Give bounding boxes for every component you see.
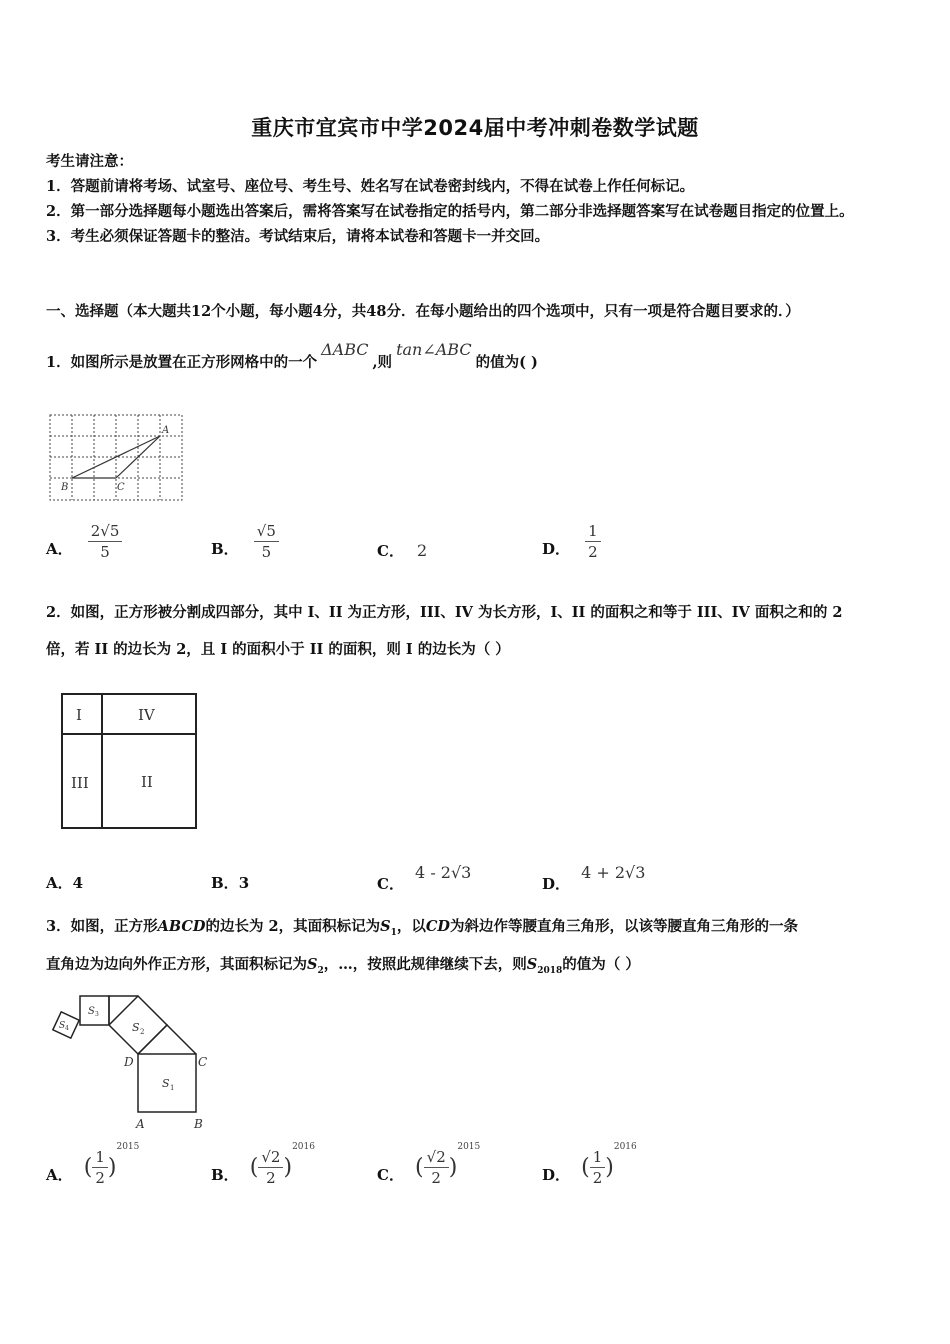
label-s1-sub: 1 [170, 1084, 175, 1092]
q2-option-a[interactable] [46, 872, 83, 893]
option-label: A． [46, 540, 73, 558]
label-a: A [162, 425, 170, 436]
q1-option-d[interactable] [542, 522, 601, 561]
frac-den: 2 [431, 1169, 441, 1187]
label-b: B [194, 1117, 203, 1131]
q3-text: ，以 [396, 918, 426, 935]
frac-num: √5 [254, 522, 279, 542]
option-label: C． [377, 542, 404, 560]
q3-text: 直角边为边向外作正方形，其面积标记为 [46, 956, 307, 973]
label-s3: S [88, 1006, 95, 1017]
question-3-line1 [46, 917, 912, 943]
q2-option-d[interactable] [542, 862, 646, 893]
section-heading: 一、选择题（本大题共12个小题，每小题4分，共48分．在每小题给出的四个选项中，只有一项是符合题目要求的．） [46, 303, 800, 320]
q1-option-a[interactable] [46, 522, 122, 561]
question-2-line1: 2．如图，正方形被分割成四部分，其中 I、II 为正方形，III、IV 为长方形，I、II 的面积之和等于 III、IV 面积之和的 2 [46, 604, 843, 621]
option-value: 4 + 2√3 [581, 863, 646, 882]
notice-heading: 考生请注意： [46, 153, 133, 170]
option-value: 4 [72, 874, 84, 892]
option-label: D． [542, 540, 571, 558]
q3-math-s2: S [307, 956, 318, 973]
q2-options [46, 858, 846, 898]
notice-item: 2．第一部分选择题每小题选出答案后，需将答案写在试卷指定的括号内，第二部分非选择题答案写在试卷题目指定的位置上。 [46, 203, 854, 220]
frac-den: 2 [588, 543, 598, 561]
q1-text-mid: ,则 [372, 354, 393, 371]
q3-text: 的边长为 2，其面积标记为 [205, 918, 381, 935]
label-c: C [198, 1055, 208, 1069]
frac-den: 5 [100, 543, 110, 561]
option-label: B． [211, 1166, 239, 1184]
q1-math-triangle: ΔABC [321, 340, 369, 359]
label-s1: S [162, 1077, 170, 1090]
exponent: 2015 [457, 1142, 481, 1152]
notice-item: 3．考生必须保证答题卡的整洁。考试结束后，请将本试卷和答题卡一并交回。 [46, 228, 550, 245]
q3-math-s1: S [380, 918, 391, 935]
q3-option-b[interactable]: B． ( $\frac{√2}{2}$ )$^{2016}$ [211, 1142, 315, 1187]
frac-den: 5 [261, 543, 272, 561]
exponent: 2016 [292, 1142, 315, 1152]
question-1-stem [46, 340, 912, 373]
q3-option-d[interactable]: D． ( $\frac{1}{2}$ )$^{2016}$ [542, 1142, 637, 1187]
option-label: C． [377, 1166, 404, 1184]
q1-grid-figure [46, 410, 188, 506]
option-label: B． [211, 540, 239, 558]
q1-text-pre: 1．如图所示是放置在正方形网格中的一个 [46, 354, 318, 371]
exponent: 2015 [116, 1142, 140, 1152]
q1-option-b[interactable] [211, 522, 279, 561]
option-label: A． [46, 1166, 73, 1184]
option-label: A． [46, 874, 73, 892]
q3-math-s1-sub: 1 [390, 927, 397, 938]
option-label: C． [377, 875, 404, 893]
q3-option-c[interactable]: C． ( $\frac{√2}{2}$ )$^{2015}$ [377, 1142, 481, 1187]
label-s4: S [59, 1021, 66, 1031]
option-label: D． [542, 1166, 571, 1184]
q3-text: 为斜边作等腰直角三角形，以该等腰直角三角形的一条 [450, 918, 798, 935]
q1-text-post: 的值为( ) [475, 354, 538, 371]
exponent: 2016 [613, 1142, 637, 1152]
q3-math-abcd: ABCD [157, 918, 206, 935]
region-ii-label: II [141, 773, 153, 791]
q1-option-c[interactable] [377, 540, 427, 561]
frac-num: √2 [424, 1148, 449, 1168]
q2-option-b[interactable] [211, 872, 249, 893]
label-s3-sub: 3 [95, 1011, 99, 1018]
frac-num: 2√5 [88, 522, 123, 542]
frac-num: 1 [585, 522, 601, 542]
notice-block [46, 152, 908, 252]
region-i-label: I [76, 706, 82, 724]
q3-squares-figure [46, 988, 218, 1134]
q3-math-s2018: S [526, 956, 538, 973]
q3-text: 3．如图，正方形 [46, 918, 158, 935]
label-s4-sub: 4 [65, 1025, 69, 1032]
region-iv-label: IV [138, 706, 155, 724]
frac-num: √2 [258, 1148, 283, 1168]
label-b: B [61, 482, 69, 493]
q3-option-a[interactable]: A． ( $\frac{1}{2}$ )$^{2015}$ [46, 1142, 140, 1187]
label-s2-sub: 2 [140, 1028, 145, 1036]
q3-math-s2018-sub: 2018 [537, 965, 563, 976]
option-value: 4 - 2√3 [415, 863, 472, 882]
q2-square-figure [56, 688, 202, 834]
q3-text: 的值为（ ） [562, 956, 640, 973]
option-value: 2 [417, 541, 428, 560]
question-3-line2 [46, 955, 912, 981]
q3-text: ，…，按照此规律继续下去，则 [323, 956, 527, 973]
option-label: D． [542, 875, 571, 893]
region-iii-label: III [71, 774, 89, 792]
frac-num: 1 [590, 1148, 606, 1168]
question-2-line2: 倍，若 II 的边长为 2，且 I 的面积小于 II 的面积，则 I 的边长为（ ） [46, 641, 510, 658]
q3-math-cd: CD [425, 918, 450, 935]
frac-den: 2 [95, 1169, 105, 1187]
option-label: B． [211, 874, 239, 892]
outer-square [62, 694, 196, 828]
q2-option-c[interactable] [377, 862, 472, 893]
isosceles-triangle [138, 1025, 196, 1054]
notice-item: 1．答题前请将考场、试室号、座位号、考生号、姓名写在试卷密封线内，不得在试卷上作任何标记。 [46, 178, 695, 195]
q3-options [46, 1142, 846, 1198]
frac-num: 1 [92, 1148, 108, 1168]
option-value: 3 [238, 874, 250, 892]
label-d: D [124, 1055, 134, 1069]
page-title: 重庆市宜宾市中学2024届中考冲刺卷数学试题 [251, 116, 699, 140]
q1-math-tan: tan∠ABC [396, 340, 472, 359]
label-c: C [117, 482, 125, 493]
label-a: A [136, 1117, 145, 1131]
label-s2: S [132, 1021, 140, 1034]
frac-den: 2 [592, 1169, 603, 1187]
frac-den: 2 [266, 1169, 276, 1187]
q3-math-s2-sub: 2 [317, 965, 324, 976]
q1-options [46, 518, 846, 568]
